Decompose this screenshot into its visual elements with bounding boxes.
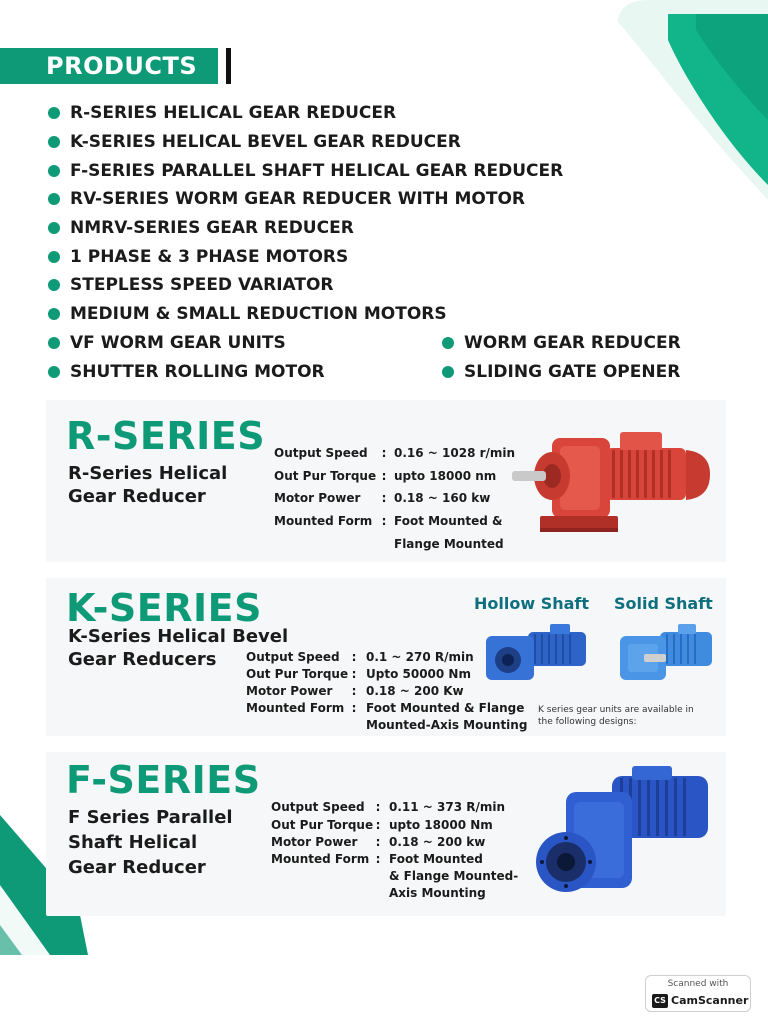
bullet-icon bbox=[48, 193, 60, 205]
bullet-icon bbox=[48, 222, 60, 234]
r-series-title: R-SERIES bbox=[66, 414, 266, 458]
hollow-shaft-gear-image bbox=[478, 620, 592, 688]
bullet-icon bbox=[442, 337, 454, 349]
k-spec-continuation: Mounted-Axis Mounting bbox=[366, 718, 528, 732]
k-series-title: K-SERIES bbox=[66, 586, 262, 630]
product-item: WORM GEAR REDUCER bbox=[442, 333, 681, 353]
k-spec-row: Mounted Form : Foot Mounted & Flange bbox=[246, 701, 525, 715]
r-spec-row: Output Speed : 0.16 ~ 1028 r/min bbox=[274, 446, 516, 460]
k-series-subtitle: K-Series Helical Bevel Gear Reducers bbox=[68, 626, 289, 670]
k-spec-row: Output Speed : 0.1 ~ 270 R/min bbox=[246, 650, 474, 664]
r-spec-row: Out Pur Torque : upto 18000 nm bbox=[274, 469, 497, 483]
product-item: 1 PHASE & 3 PHASE MOTORS bbox=[48, 247, 348, 267]
product-item: F-SERIES PARALLEL SHAFT HELICAL GEAR REDUCER bbox=[48, 161, 563, 181]
hollow-shaft-label: Hollow Shaft bbox=[474, 594, 590, 613]
bullet-icon bbox=[48, 366, 60, 378]
camscanner-logo: CS bbox=[652, 994, 668, 1008]
k-spec-row: Motor Power : 0.18 ~ 200 Kw bbox=[246, 684, 464, 698]
product-item: VF WORM GEAR UNITS bbox=[48, 333, 286, 353]
product-item: R-SERIES HELICAL GEAR REDUCER bbox=[48, 103, 396, 123]
f-spec-continuation: & Flange Mounted- bbox=[389, 869, 519, 883]
f-series-title: F-SERIES bbox=[66, 758, 261, 802]
r-series-subtitle: R-Series Helical Gear Reducer bbox=[68, 463, 228, 507]
k-spec-row: Out Pur Torque : Upto 50000 Nm bbox=[246, 667, 471, 681]
bullet-icon bbox=[48, 107, 60, 119]
bullet-icon bbox=[48, 337, 60, 349]
heading-divider bbox=[226, 48, 231, 84]
r-spec-row: Motor Power : 0.18 ~ 160 kw bbox=[274, 491, 491, 505]
f-spec-row: Out Pur Torque : upto 18000 Nm bbox=[271, 818, 493, 832]
bullet-icon bbox=[48, 136, 60, 148]
r-series-gear-motor-image bbox=[508, 420, 718, 545]
f-spec-row: Output Speed : 0.11 ~ 373 R/min bbox=[271, 800, 506, 814]
product-item: SHUTTER ROLLING MOTOR bbox=[48, 362, 325, 382]
r-spec-continuation: Flange Mounted bbox=[394, 537, 504, 551]
f-spec-continuation: Axis Mounting bbox=[389, 886, 486, 900]
bullet-icon bbox=[48, 251, 60, 263]
product-item: RV-SERIES WORM GEAR REDUCER WITH MOTOR bbox=[48, 189, 525, 209]
scanned-with-text: Scanned with bbox=[667, 979, 729, 989]
product-item: SLIDING GATE OPENER bbox=[442, 362, 680, 382]
f-spec-row: Mounted Form : Foot Mounted bbox=[271, 852, 483, 866]
product-item: MEDIUM & SMALL REDUCTION MOTORS bbox=[48, 304, 447, 324]
camscanner-watermark bbox=[645, 975, 751, 1012]
corner-decoration-top-right bbox=[598, 0, 768, 200]
product-item: K-SERIES HELICAL BEVEL GEAR REDUCER bbox=[48, 132, 461, 152]
solid-shaft-gear-image bbox=[614, 620, 716, 688]
f-spec-row: Motor Power : 0.18 ~ 200 kw bbox=[271, 835, 486, 849]
k-series-note: K series gear units are available in the following designs: bbox=[538, 705, 694, 727]
f-series-gear-motor-image bbox=[532, 762, 716, 912]
camscanner-name: CamScanner bbox=[671, 994, 749, 1007]
products-heading: PRODUCTS bbox=[0, 48, 218, 84]
bullet-icon bbox=[48, 165, 60, 177]
bullet-icon bbox=[442, 366, 454, 378]
bullet-icon bbox=[48, 279, 60, 291]
f-series-subtitle: F Series Parallel Shaft Helical Gear Reducer bbox=[68, 807, 233, 878]
product-item: STEPLESS SPEED VARIATOR bbox=[48, 275, 334, 295]
product-item: NMRV-SERIES GEAR REDUCER bbox=[48, 218, 354, 238]
r-spec-row: Mounted Form : Foot Mounted & bbox=[274, 514, 503, 528]
solid-shaft-label: Solid Shaft bbox=[614, 594, 713, 613]
bullet-icon bbox=[48, 308, 60, 320]
